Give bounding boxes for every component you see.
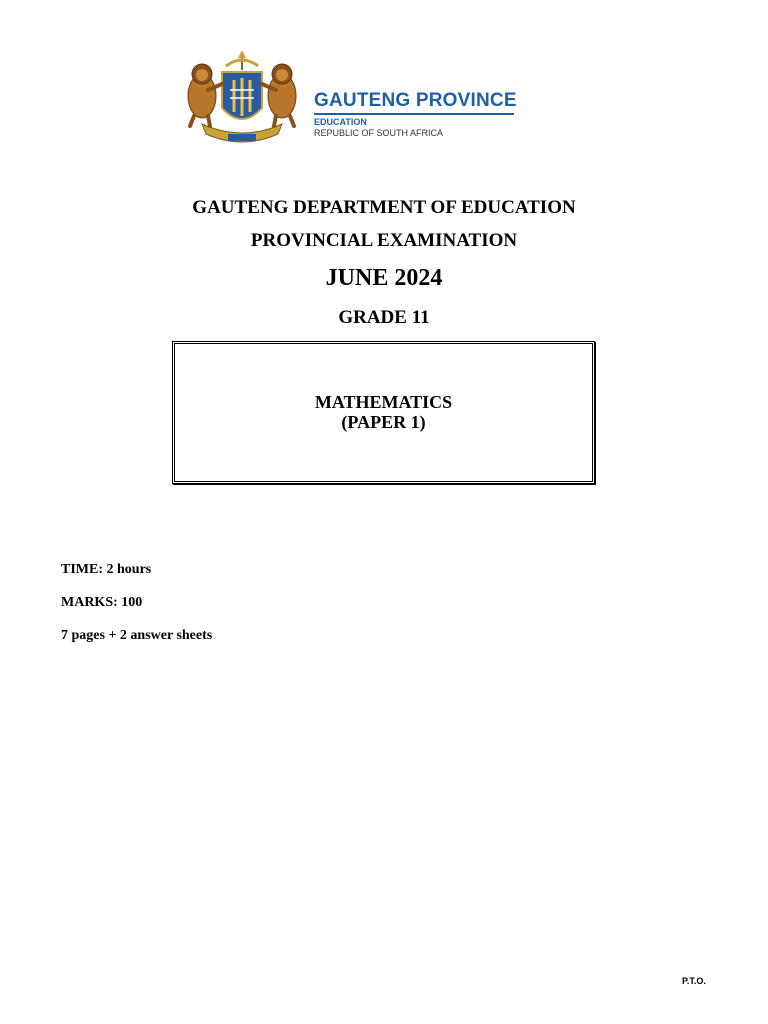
logo-title: GAUTENG PROVINCE <box>314 90 517 111</box>
subject-name: MATHEMATICS <box>314 392 453 412</box>
coat-of-arms-icon <box>178 50 306 146</box>
exam-time: TIME: 2 hours <box>61 562 152 577</box>
exam-session-heading: JUNE 2024 <box>325 265 443 291</box>
gauteng-logo <box>178 50 528 150</box>
logo-wordmark <box>314 90 517 139</box>
grade-heading: GRADE 11 <box>338 307 430 328</box>
subject-paper: (PAPER 1) <box>341 412 426 432</box>
subject-box <box>172 341 595 484</box>
page-footer-pto: P.T.O. <box>682 976 706 986</box>
logo-subtitle: EDUCATION <box>314 117 367 127</box>
logo-divider <box>314 113 514 115</box>
department-heading: GAUTENG DEPARTMENT OF EDUCATION <box>192 197 576 218</box>
exam-type-heading: PROVINCIAL EXAMINATION <box>250 230 518 251</box>
exam-pages: 7 pages + 2 answer sheets <box>61 628 213 643</box>
exam-marks: MARKS: 100 <box>61 595 143 610</box>
logo-country: REPUBLIC OF SOUTH AFRICA <box>314 128 444 138</box>
